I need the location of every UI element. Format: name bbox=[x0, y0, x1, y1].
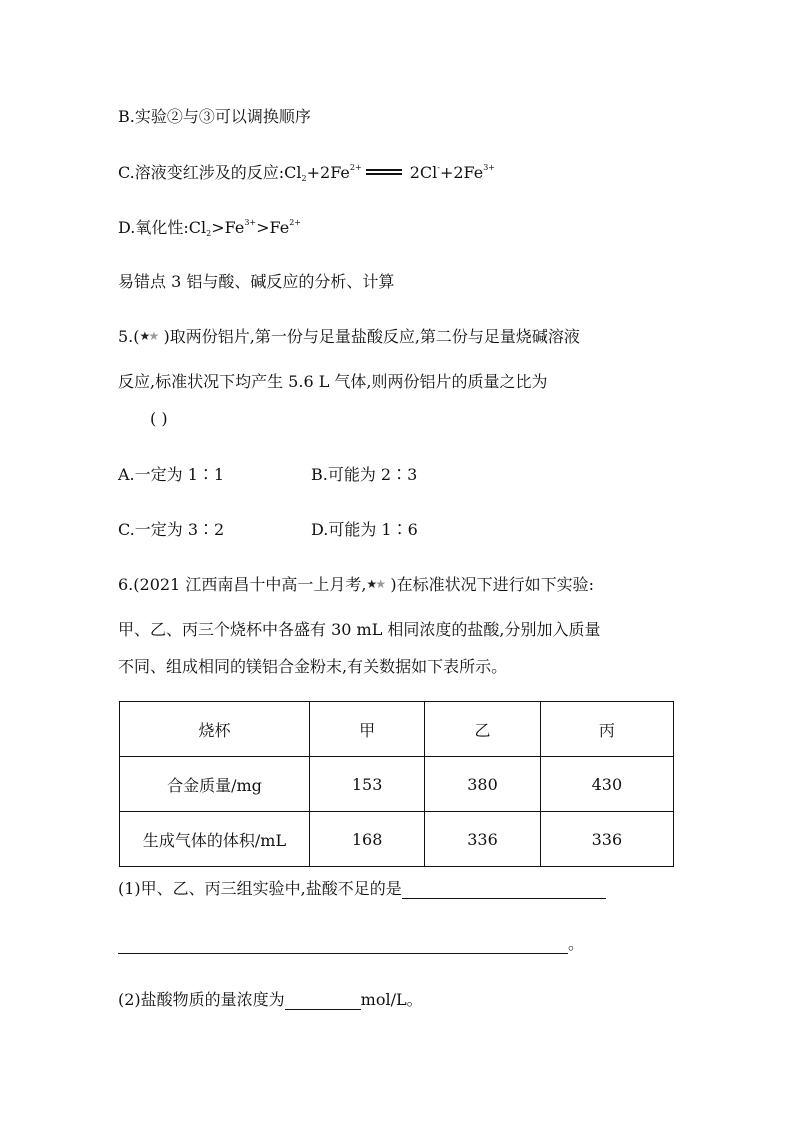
q5-option-a-text: A.一定为 1∶1 bbox=[118, 465, 225, 484]
table-header-cell: 甲 bbox=[309, 702, 424, 757]
option-c bbox=[118, 163, 495, 183]
q6-sub1-text: (1)甲、乙、丙三组实验中,盐酸不足的是 bbox=[118, 879, 402, 898]
difficulty-stars-icon: ★ ★ bbox=[366, 577, 387, 591]
period: 。 bbox=[568, 934, 585, 953]
option-d-formula: >Fe bbox=[256, 218, 290, 237]
superscript: 3+ bbox=[483, 163, 496, 172]
section-title bbox=[118, 272, 394, 292]
option-c-formula: +2Fe bbox=[306, 163, 350, 182]
q5-line1 bbox=[118, 327, 580, 347]
option-c-text: C.溶液变红涉及的反应:Cl bbox=[118, 163, 302, 182]
table-header-row bbox=[120, 702, 674, 757]
q6-line1 bbox=[118, 575, 594, 595]
option-d-formula: >Fe bbox=[211, 218, 245, 237]
q5-stem-continued: 反应,标准状况下均产生 5.6 L 气体,则两份铝片的质量之比为 bbox=[118, 372, 548, 391]
section-title-text: 易错点 3 铝与酸、碱反应的分析、计算 bbox=[118, 272, 395, 291]
q6-line3 bbox=[118, 657, 507, 677]
q6-stem: )在标准状况下进行如下实验: bbox=[390, 575, 595, 594]
q5-option-b-text: B.可能为 2∶3 bbox=[311, 465, 418, 484]
superscript: 2+ bbox=[349, 163, 362, 172]
q6-sub2 bbox=[118, 990, 423, 1010]
q6-sub1-cont bbox=[118, 934, 584, 954]
answer-blank[interactable] bbox=[285, 991, 361, 1010]
table-header-cell: 乙 bbox=[425, 702, 540, 757]
table-row bbox=[120, 812, 674, 867]
data-table bbox=[119, 701, 674, 867]
table-cell: 336 bbox=[425, 812, 540, 867]
q5-option-d-text: D.可能为 1∶6 bbox=[311, 520, 418, 539]
q6-sub1 bbox=[118, 879, 606, 899]
unit-text: mol/L。 bbox=[360, 990, 423, 1009]
superscript: 3+ bbox=[244, 218, 257, 227]
table-cell: 153 bbox=[309, 757, 424, 812]
q5-line2 bbox=[118, 372, 548, 392]
q5-option-b bbox=[311, 465, 417, 485]
option-b bbox=[118, 107, 311, 127]
subscript: 2 bbox=[206, 229, 212, 238]
option-c-product: 2Cl bbox=[409, 163, 438, 182]
q5-option-c-text: C.一定为 3∶2 bbox=[118, 520, 225, 539]
q6-source: 6.(2021 江西南昌十中高一上月考, bbox=[118, 575, 367, 594]
answer-paren-text: ( ) bbox=[150, 409, 168, 428]
table-header-cell: 烧杯 bbox=[120, 702, 310, 757]
table-header-cell: 丙 bbox=[540, 702, 673, 757]
q6-stem-continued: 甲、乙、丙三个烧杯中各盛有 30 mL 相同浓度的盐酸,分别加入质量 bbox=[118, 620, 601, 639]
q6-sub2-text: (2)盐酸物质的量浓度为 bbox=[118, 990, 285, 1009]
q5-option-a bbox=[118, 465, 224, 485]
q6-stem-continued: 不同、组成相同的镁铝合金粉末,有关数据如下表所示。 bbox=[118, 657, 508, 676]
table-cell: 380 bbox=[425, 757, 540, 812]
superscript: - bbox=[437, 163, 440, 172]
q5-stem: )取两份铝片,第一份与足量盐酸反应,第二份与足量烧碱溶液 bbox=[163, 327, 580, 346]
equals-sign-icon bbox=[366, 169, 402, 175]
table-cell: 430 bbox=[540, 757, 673, 812]
answer-blank[interactable] bbox=[118, 935, 568, 954]
difficulty-stars-icon: ★ ★ bbox=[139, 329, 160, 343]
option-d bbox=[118, 218, 301, 238]
superscript: 2+ bbox=[289, 218, 302, 227]
option-d-text: D.氧化性:Cl bbox=[118, 218, 207, 237]
table-cell: 合金质量/mg bbox=[120, 757, 310, 812]
table-cell: 168 bbox=[309, 812, 424, 867]
q6-line2 bbox=[118, 620, 601, 640]
subscript: 2 bbox=[301, 174, 307, 183]
answer-paren bbox=[150, 409, 168, 429]
option-c-product: +2Fe bbox=[439, 163, 484, 182]
q5-number: 5.( bbox=[118, 327, 140, 346]
q5-option-c bbox=[118, 520, 224, 540]
option-b-text: B.实验②与③可以调换顺序 bbox=[118, 107, 311, 126]
table-row bbox=[120, 757, 674, 812]
answer-blank[interactable] bbox=[402, 880, 606, 899]
table-cell: 336 bbox=[540, 812, 673, 867]
q5-option-d bbox=[311, 520, 418, 540]
table-cell: 生成气体的体积/mL bbox=[120, 812, 310, 867]
